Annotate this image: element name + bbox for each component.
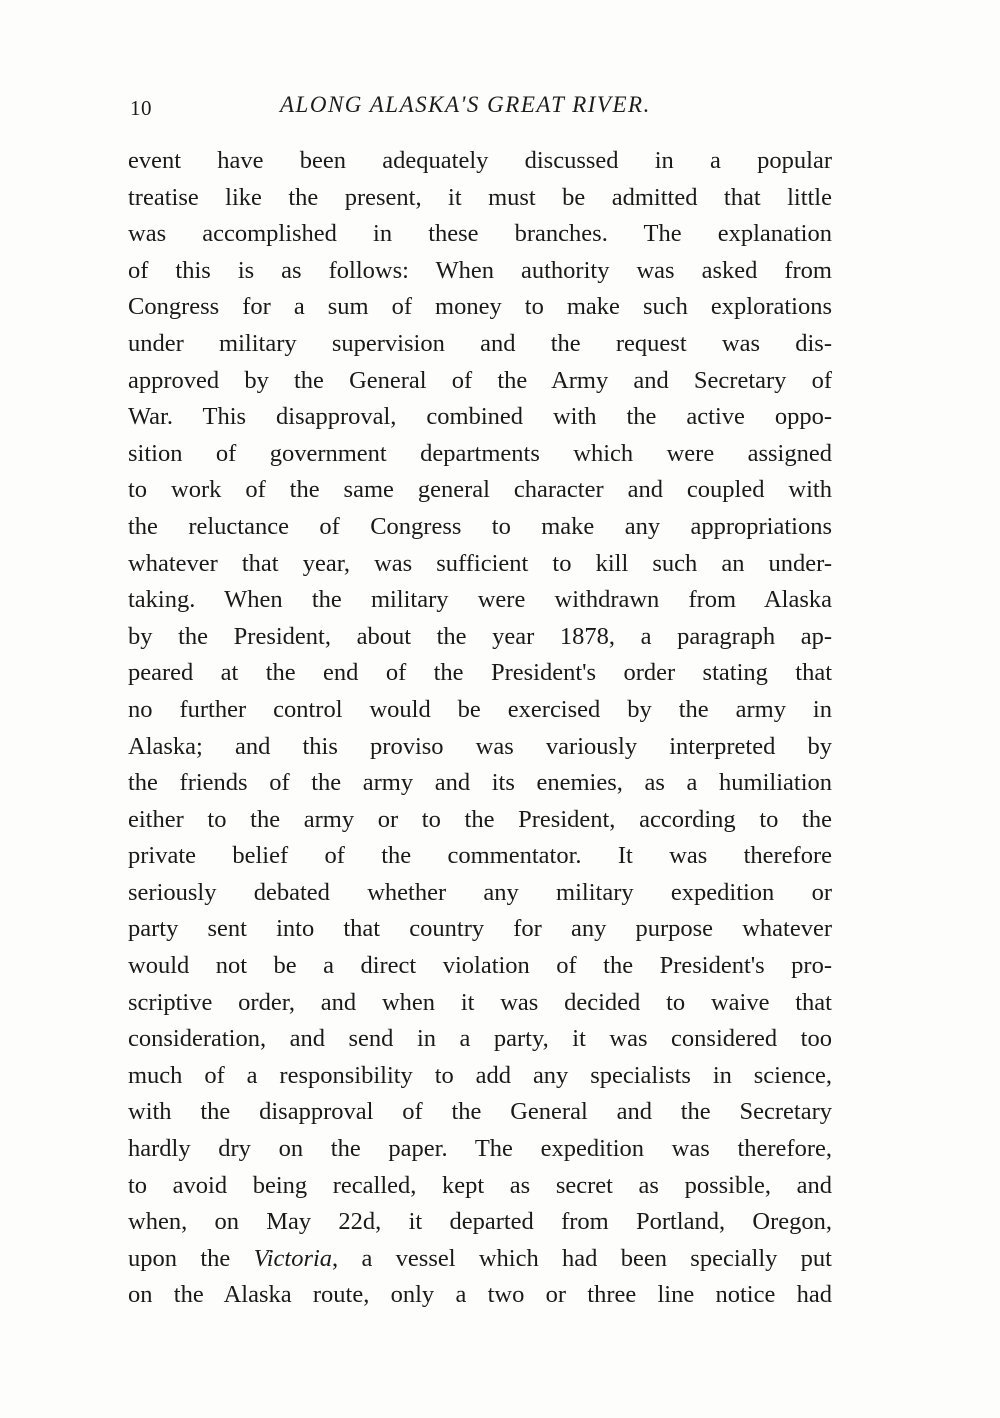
vessel-name: Victoria bbox=[253, 1244, 333, 1272]
text-line: treatise like the present, it must be admitted that little bbox=[128, 183, 832, 211]
text-line: hardly dry on the paper. The expedition was therefore, bbox=[128, 1135, 832, 1163]
text-line: with the disapproval of the General and the Secretary bbox=[128, 1098, 832, 1126]
text-line: approved by the General of the Army and Secretary of bbox=[128, 366, 832, 394]
text-line: whatever that year, was sufficient to kill such an under- bbox=[128, 549, 832, 577]
text-line: to work of the same general character and coupled with bbox=[128, 476, 832, 504]
text-line: seriously debated whether any military expedition or bbox=[128, 878, 832, 906]
text-line: party sent into that country for any purpose whatever bbox=[128, 915, 832, 943]
text-line: to avoid being recalled, kept as secret as possible, and bbox=[128, 1171, 832, 1199]
text-line: sition of government departments which were assigned bbox=[128, 439, 832, 467]
text-line: much of a responsibility to add any specialists in science, bbox=[128, 1061, 832, 1089]
text-line: Alaska; and this proviso was variously interpreted by bbox=[128, 732, 832, 760]
text-line: event have been adequately discussed in a popular bbox=[128, 147, 832, 174]
text-line: of this is as follows: When authority was asked from bbox=[128, 256, 832, 284]
text-line: peared at the end of the President's order stating that bbox=[128, 659, 832, 687]
text-line: on the Alaska route, only a two or three line notice had bbox=[128, 1281, 832, 1309]
body-text bbox=[128, 143, 832, 1314]
text-line: when, on May 22d, it departed from Portland, Oregon, bbox=[128, 1208, 832, 1236]
text-line: no further control would be exercised by the army in bbox=[128, 695, 832, 723]
running-head: ALONG ALASKA'S GREAT RIVER. bbox=[280, 92, 651, 117]
text-line: private belief of the commentator. It was therefore bbox=[128, 842, 832, 870]
text-line: either to the army or to the President, according to the bbox=[128, 805, 832, 833]
page-header bbox=[130, 92, 830, 124]
text-segment: , a vessel which had been specially put bbox=[332, 1244, 832, 1272]
text-line-with-vessel-name bbox=[128, 1241, 832, 1278]
text-line: the reluctance of Congress to make any appropriations bbox=[128, 512, 832, 540]
text-line: War. This disapproval, combined with the active oppo- bbox=[128, 403, 832, 431]
page-number: 10 bbox=[130, 96, 152, 120]
text-line: consideration, and send in a party, it was considered too bbox=[128, 1025, 832, 1053]
text-line: Congress for a sum of money to make such explorations bbox=[128, 293, 832, 321]
text-line: by the President, about the year 1878, a paragraph ap- bbox=[128, 622, 832, 650]
text-line: scriptive order, and when it was decided to waive that bbox=[128, 988, 832, 1016]
text-line: was accomplished in these branches. The explanation bbox=[128, 220, 832, 248]
text-line: under military supervision and the request was dis- bbox=[128, 329, 832, 357]
text-segment: upon the bbox=[128, 1244, 254, 1272]
text-line: the friends of the army and its enemies, as a humiliation bbox=[128, 769, 832, 797]
text-line: would not be a direct violation of the President's pro- bbox=[128, 952, 832, 980]
text-line: taking. When the military were withdrawn from Alaska bbox=[128, 586, 832, 614]
